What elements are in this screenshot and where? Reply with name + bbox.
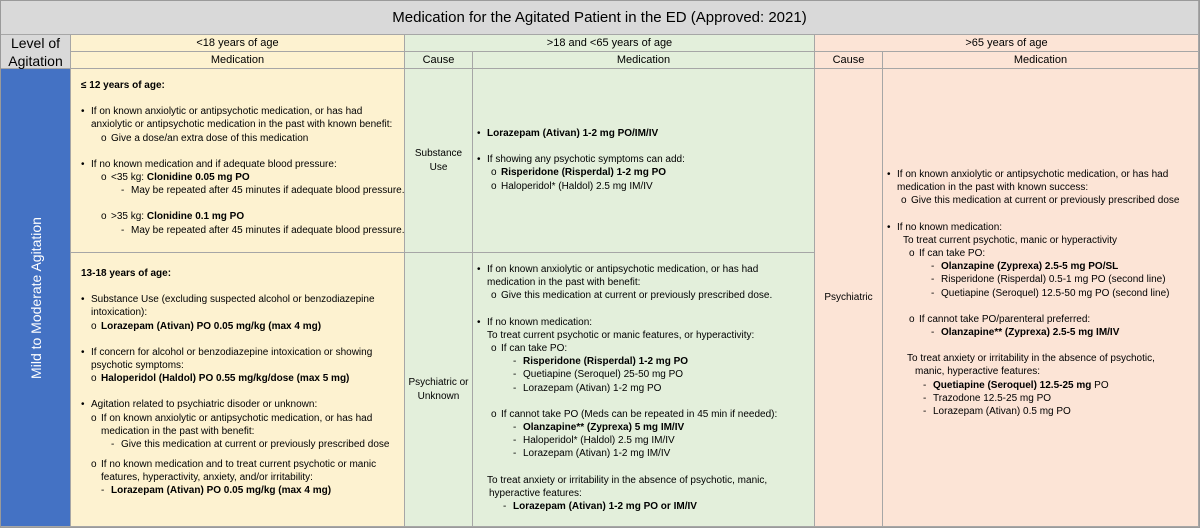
table-title: Medication for the Agitated Patient in the ED (Approved: 2021): [1, 1, 1199, 35]
group-header-over-65: [815, 35, 1199, 52]
senior-line-2: medication in the past with known success:: [897, 182, 1089, 194]
adult-bottom-line-13: Lorazepam (Ativan) 1-2 mg IM/IV: [523, 448, 671, 460]
subheader-cause-senior: Cause: [815, 52, 883, 69]
senior-line-7: Olanzapine (Zyprexa) 2.5-5 mg PO/SL: [941, 261, 1119, 273]
adult-bottom-line-3: Give this medication at current or previously prescribed dose.: [501, 290, 773, 302]
adult-bottom-line-12: Haloperidol* (Haldol) 2.5 mg IM/IV: [523, 435, 675, 447]
senior-line-9: Quetiapine (Seroquel) 12.5-50 mg PO (second line): [941, 287, 1170, 299]
senior-line-13: manic, hyperactive features:: [915, 366, 1041, 378]
young-bottom-line-6: Haloperidol (Haldol) PO 0.55 mg/kg/dose (max 5 mg): [101, 373, 350, 385]
group-header-18-65: [405, 35, 815, 52]
young-bottom-line-11: If no known medication and to treat current psychotic or manic: [101, 458, 377, 470]
young-top-line-6: Clonidine 0.05 mg PO: [146, 172, 250, 184]
senior-line-3: Give this medication at current or previously prescribed dose: [911, 195, 1180, 207]
young-top-line-9: Clonidine 0.1 mg PO: [146, 211, 245, 223]
level-of-agitation-header: [1, 35, 71, 69]
senior-line-15: PO: [1091, 379, 1109, 391]
young-bottom-line-2: intoxication):: [91, 307, 148, 319]
adult-top-line-4: Haloperidol* (Haldol) 2.5 mg IM/IV: [501, 180, 653, 192]
adult-bottom-line-5: To treat current psychotic or manic features, or hyperactivity:: [487, 329, 755, 341]
young-top-line-7: May be repeated after 45 minutes if adequate blood pressure.: [131, 185, 405, 197]
young-top-line-8: >35 kg:: [111, 211, 147, 223]
adult-bottom-line-7: Risperidone (Risperdal) 1-2 mg PO: [523, 356, 689, 368]
senior-line-8: Risperidone (Risperdal) 0.5-1 mg PO (second line): [941, 274, 1166, 286]
adult-bottom-line-9: Lorazepam (Ativan) 1-2 mg PO: [523, 382, 662, 394]
13-18-heading: 13-18 years of age:: [81, 268, 172, 279]
adult-bottom-line-14: To treat anxiety or irritability in the absence of psychotic, manic,: [487, 474, 768, 486]
senior-line-12: To treat anxiety or irritability in the absence of psychotic,: [907, 353, 1155, 365]
adult-bottom-line-16: Lorazepam (Ativan) 1-2 mg PO or IM/IV: [513, 501, 697, 513]
young-bottom-line-13: Lorazepam (Ativan) PO 0.05 mg/kg (max 4 mg): [111, 485, 332, 497]
subheader-medication-senior: Medication: [883, 52, 1199, 69]
senior-medication-cell: • If on known anxiolytic or antipsychotic medication, or has had medication in the past with known success: o Give this medication at current or previously prescribed dose • If no known medication: To treat current psychotic, manic or hyperactivity o If can take PO: - Olanzapine (Zyprexa) 2.5-5 mg PO/SL - Risperidone (Risperdal) 0.5-1 mg PO (second line) - Quetiapine (Seroquel) 12.5-50 mg PO (second line) o If cannot take PO/parenteral preferred: - Olanzapine** (Zyprexa) 2.5-5 mg IM/IV To treat anxiety or irritability in the absence of psychotic, manic, hyperactive features: - Quetiapine (Seroquel) 12.5-25 mg PO - Trazodone 12.5-25 mg PO - Lorazepam (Ativan) 0.5 mg PO: [883, 69, 1199, 527]
young-top-line-3: Give a dose/an extra dose of this medication: [111, 132, 309, 144]
adult-bottom-line-10: If cannot take PO (Meds can be repeated in 45 min if needed):: [501, 408, 778, 420]
group-header-under-18: [71, 35, 405, 52]
senior-line-6: If can take PO:: [919, 248, 986, 260]
level-header-text: Level of Agitation: [8, 34, 63, 69]
young-13-18-cell: 13-18 years of age: • Substance Use (excluding suspected alcohol or benzodiazepine intoxication): o Lorazepam (Ativan) PO 0.05 mg/kg (max 4 mg) • If concern for alcohol or benzodiazepine intoxication or showing psychotic symptoms: o Haloperidol (Haldol) PO 0.55 mg/kg/dose (max 5 mg) • Agitation related to psychiatric disoder or unknown: o If on known anxiolytic or antipsychotic medication, or has had medication in the past with benefit: - Give this medication at current or previously prescribed dose o If no known medication and to treat current psychotic or manic features, hyperactivity, anxiety, and/or irritability: - Lorazepam (Ativan) PO 0.05 mg/kg (max 4 mg): [71, 253, 405, 527]
senior-line-17: Lorazepam (Ativan) 0.5 mg PO: [933, 406, 1071, 418]
subheader-medication-adult: Medication: [473, 52, 815, 69]
adult-top-line-3: Risperidone (Risperdal) 1-2 mg PO: [501, 167, 667, 179]
senior-line-10: If cannot take PO/parenteral preferred:: [919, 313, 1091, 325]
agitation-level-label: Mild to Moderate Agitation: [27, 216, 44, 379]
under-12-heading: ≤ 12 years of age:: [81, 80, 165, 91]
adult-psychiatric-cause-text: Psychiatric or Unknown: [408, 376, 469, 402]
young-top-line-1: If on known anxiolytic or antipsychotic medication, or has had: [91, 106, 363, 118]
group-label-under-18: <18 years of age: [196, 37, 279, 49]
young-top-line-4: If no known medication and if adequate blood pressure:: [91, 158, 337, 170]
senior-psychiatric-cause: Psychiatric: [815, 69, 883, 527]
adult-bottom-line-11: Olanzapine** (Zyprexa) 5 mg IM/IV: [523, 422, 685, 434]
adult-bottom-line-2: medication in the past with benefit:: [487, 277, 641, 289]
young-top-line-10: May be repeated after 45 minutes if adequate blood pressure.: [131, 224, 405, 236]
senior-line-16: Trazodone 12.5-25 mg PO: [933, 392, 1052, 404]
young-top-line-2: anxiolytic or antipsychotic medication in the past with known benefit:: [91, 119, 393, 131]
adult-top-line-2: If showing any psychotic symptoms can add:: [487, 154, 685, 166]
subheader-medication-young: Medication: [71, 52, 405, 69]
adult-substance-cause: Substance Use: [405, 69, 473, 253]
adult-substance-medication-cell: • Lorazepam (Ativan) 1-2 mg PO/IM/IV • If showing any psychotic symptoms can add: o Risperidone (Risperdal) 1-2 mg PO o Haloperidol* (Haldol) 2.5 mg IM/IV: [473, 69, 815, 253]
senior-line-4: If no known medication:: [897, 221, 1003, 233]
young-bottom-line-4: If concern for alcohol or benzodiazepine intoxication or showing: [91, 346, 373, 358]
young-bottom-line-5: psychotic symptoms:: [91, 360, 184, 372]
young-bottom-line-10: Give this medication at current or previously prescribed dose: [121, 439, 390, 451]
senior-line-11: Olanzapine** (Zyprexa) 2.5-5 mg IM/IV: [941, 327, 1120, 339]
adult-bottom-line-1: If on known anxiolytic or antipsychotic medication, or has had: [487, 264, 759, 275]
adult-bottom-line-8: Quetiapine (Seroquel) 25-50 mg PO: [523, 369, 684, 381]
young-under-12-cell: ≤ 12 years of age: • If on known anxiolytic or antipsychotic medication, or has had anxiolytic or antipsychotic medication in the past with known benefit: o Give a dose/an extra dose of this medication • If no known medication and if adequate blood pressure: o <35 kg: Clonidine 0.05 mg PO - May be repeated after 45 minutes if adequate blood pressure. o >35 kg: Clonidine 0.1 mg PO - May be repeated after 45 minutes if adequate blood pressure.: [71, 69, 405, 253]
group-label-18-65: >18 and <65 years of age: [546, 37, 673, 49]
adult-psychiatric-medication-cell: • If on known anxiolytic or antipsychotic medication, or has had medication in the past with benefit: o Give this medication at current or previously prescribed dose. • If no known medication: To treat current psychotic or manic features, or hyperactivity: o If can take PO: - Risperidone (Risperdal) 1-2 mg PO - Quetiapine (Seroquel) 25-50 mg PO - Lorazepam (Ativan) 1-2 mg PO o If cannot take PO (Meds can be repeated in 45 min if needed): - Olanzapine** (Zyprexa) 5 mg IM/IV - Haloperidol* (Haldol) 2.5 mg IM/IV - Lorazepam (Ativan) 1-2 mg IM/IV To treat anxiety or irritability in the absence of psychotic, manic, hyperactive features: - Lorazepam (Ativan) 1-2 mg PO or IM/IV: [473, 253, 815, 527]
young-bottom-line-9: medication in the past with benefit:: [101, 425, 255, 437]
adult-bottom-line-4: If no known medication:: [487, 316, 593, 328]
young-bottom-line-7: Agitation related to psychiatric disoder or unknown:: [91, 399, 318, 411]
young-bottom-line-3: Lorazepam (Ativan) PO 0.05 mg/kg (max 4 mg): [101, 320, 322, 332]
adult-bottom-line-6: If can take PO:: [501, 343, 568, 355]
senior-line-5: To treat current psychotic, manic or hyperactivity: [903, 234, 1117, 246]
group-label-over-65: >65 years of age: [965, 37, 1048, 49]
senior-line-1: If on known anxiolytic or antipsychotic medication, or has had: [897, 169, 1169, 180]
young-bottom-line-8: If on known anxiolytic or antipsychotic medication, or has had: [101, 412, 373, 424]
adult-psychiatric-cause: [405, 253, 473, 527]
young-bottom-line-1: Substance Use (excluding suspected alcohol or benzodiazepine: [91, 294, 375, 306]
young-top-line-5: <35 kg:: [111, 172, 147, 184]
adult-bottom-line-15: hyperactive features:: [489, 487, 582, 499]
subheader-cause-adult: Cause: [405, 52, 473, 69]
adult-top-line-1: Lorazepam (Ativan) 1-2 mg PO/IM/IV: [487, 128, 659, 139]
senior-line-14: Quetiapine (Seroquel) 12.5-25 mg: [933, 379, 1092, 391]
young-bottom-line-12: features, hyperactivity, anxiety, and/or irritability:: [101, 471, 313, 483]
agitation-level-cell: [1, 69, 71, 527]
